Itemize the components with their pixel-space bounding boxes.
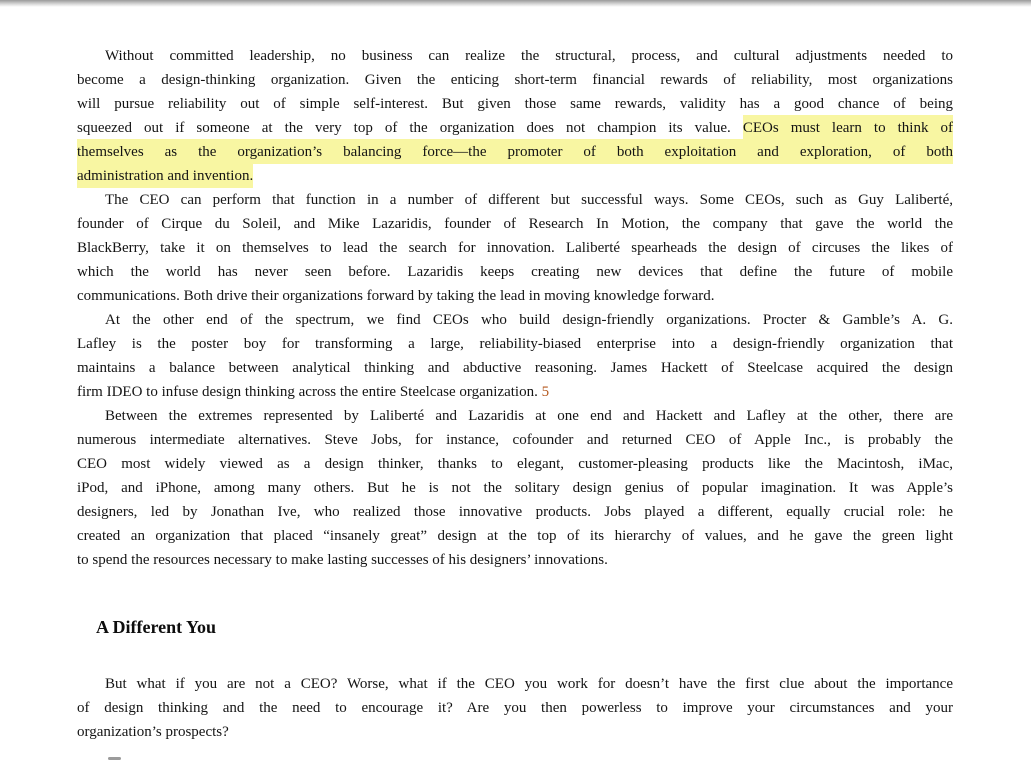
- text-run: to spend the resources necessary to make lasting successes of his designers’ innovations.: [77, 552, 608, 568]
- text-line: [77, 380, 953, 404]
- paragraph-4: [77, 404, 953, 572]
- text-run: CEO most widely viewed as a design thinker, thanks to elegant, customer-pleasing products like the Macintosh, iMac,: [77, 456, 953, 472]
- paragraph-1: [77, 44, 953, 188]
- text-line: [77, 260, 953, 284]
- text-line: [77, 164, 953, 188]
- text-run: Without committed leadership, no business can realize the structural, process, and cultural adjustments needed to: [105, 48, 953, 64]
- paragraph-2: [77, 188, 953, 308]
- text-run: created an organization that placed “insanely great” design at the top of its hierarchy of values, and he gave the green light: [77, 528, 953, 544]
- text-line: [77, 308, 953, 332]
- text-line: [77, 356, 953, 380]
- text-line: [77, 44, 953, 68]
- text-run: BlackBerry, take it on themselves to lead the search for innovation. Laliberté spearheads the design of circuses the likes of: [77, 240, 953, 256]
- text-run: will pursue reliability out of simple self-interest. But given those same rewards, validity has a good chance of being: [77, 96, 953, 112]
- text-run: maintains a balance between analytical thinking and abductive reasoning. James Hackett of Steelcase acquired the design: [77, 360, 953, 376]
- text-line: [77, 212, 953, 236]
- text-run: Between the extremes represented by Laliberté and Lazaridis at one end and Hackett and Lafley at the other, there are: [105, 408, 953, 424]
- text-run: designers, led by Jonathan Ive, who realized those innovative products. Jobs played a different, equally crucial role: he: [77, 504, 953, 520]
- highlighted-text[interactable]: CEOs must learn to think of: [743, 115, 953, 140]
- highlighted-text[interactable]: themselves as the organization’s balancing force—the promoter of both exploitation and exploration, of both: [77, 139, 953, 164]
- next-line-glyph-fragment: [108, 757, 121, 760]
- text-line: [77, 188, 953, 212]
- text-run: communications. Both drive their organizations forward by taking the lead in moving knowledge forward.: [77, 288, 715, 304]
- text-line: [77, 452, 953, 476]
- text-run: organization’s prospects?: [77, 724, 229, 740]
- text-column: [77, 44, 953, 744]
- footnote-reference-link[interactable]: 5: [541, 384, 550, 400]
- paragraph-5: [77, 672, 953, 744]
- text-line: [77, 672, 953, 696]
- text-run: which the world has never seen before. Lazaridis keeps creating new devices that define the future of mobile: [77, 264, 953, 280]
- text-line: [77, 140, 953, 164]
- text-line: [77, 236, 953, 260]
- text-line: [77, 428, 953, 452]
- text-run: iPod, and iPhone, among many others. But he is not the solitary design genius of popular imagination. It was Apple’s: [77, 480, 953, 496]
- text-run: At the other end of the spectrum, we find CEOs who build design-friendly organizations. Procter & Gamble’s A. G.: [105, 312, 953, 328]
- text-line: [77, 404, 953, 428]
- window-top-edge: [0, 0, 1031, 7]
- text-line: [77, 92, 953, 116]
- text-run: squeezed out if someone at the very top of the organization does not champion its value.: [77, 120, 743, 136]
- text-line: [77, 548, 953, 572]
- text-line: [77, 524, 953, 548]
- text-line: [77, 68, 953, 92]
- text-line: [77, 116, 953, 140]
- text-line: [77, 696, 953, 720]
- text-run: But what if you are not a CEO? Worse, what if the CEO you work for doesn’t have the first clue about the importance: [105, 676, 953, 692]
- text-run: founder of Cirque du Soleil, and Mike Lazaridis, founder of Research In Motion, the company that gave the world the: [77, 216, 953, 232]
- text-line: [77, 500, 953, 524]
- text-run: numerous intermediate alternatives. Steve Jobs, for instance, cofounder and returned CEO of Apple Inc., is probably the: [77, 432, 953, 448]
- section-heading: A Different You: [96, 617, 216, 637]
- text-line: [77, 720, 953, 744]
- text-line: [77, 332, 953, 356]
- paragraph-3: [77, 308, 953, 404]
- text-run: of design thinking and the need to encourage it? Are you then powerless to improve your circumstances and your: [77, 700, 953, 716]
- text-line: [77, 284, 953, 308]
- text-line: [77, 476, 953, 500]
- highlighted-text[interactable]: administration and invention.: [77, 163, 253, 188]
- text-run: Lafley is the poster boy for transforming a large, reliability-biased enterprise into a design-friendly organization that: [77, 336, 953, 352]
- text-run: The CEO can perform that function in a number of different but successful ways. Some CEOs, such as Guy Laliberté,: [105, 192, 953, 208]
- text-run: become a design-thinking organization. Given the enticing short-term financial rewards of reliability, most organizations: [77, 72, 953, 88]
- text-run: firm IDEO to infuse design thinking across the entire Steelcase organization.: [77, 384, 542, 400]
